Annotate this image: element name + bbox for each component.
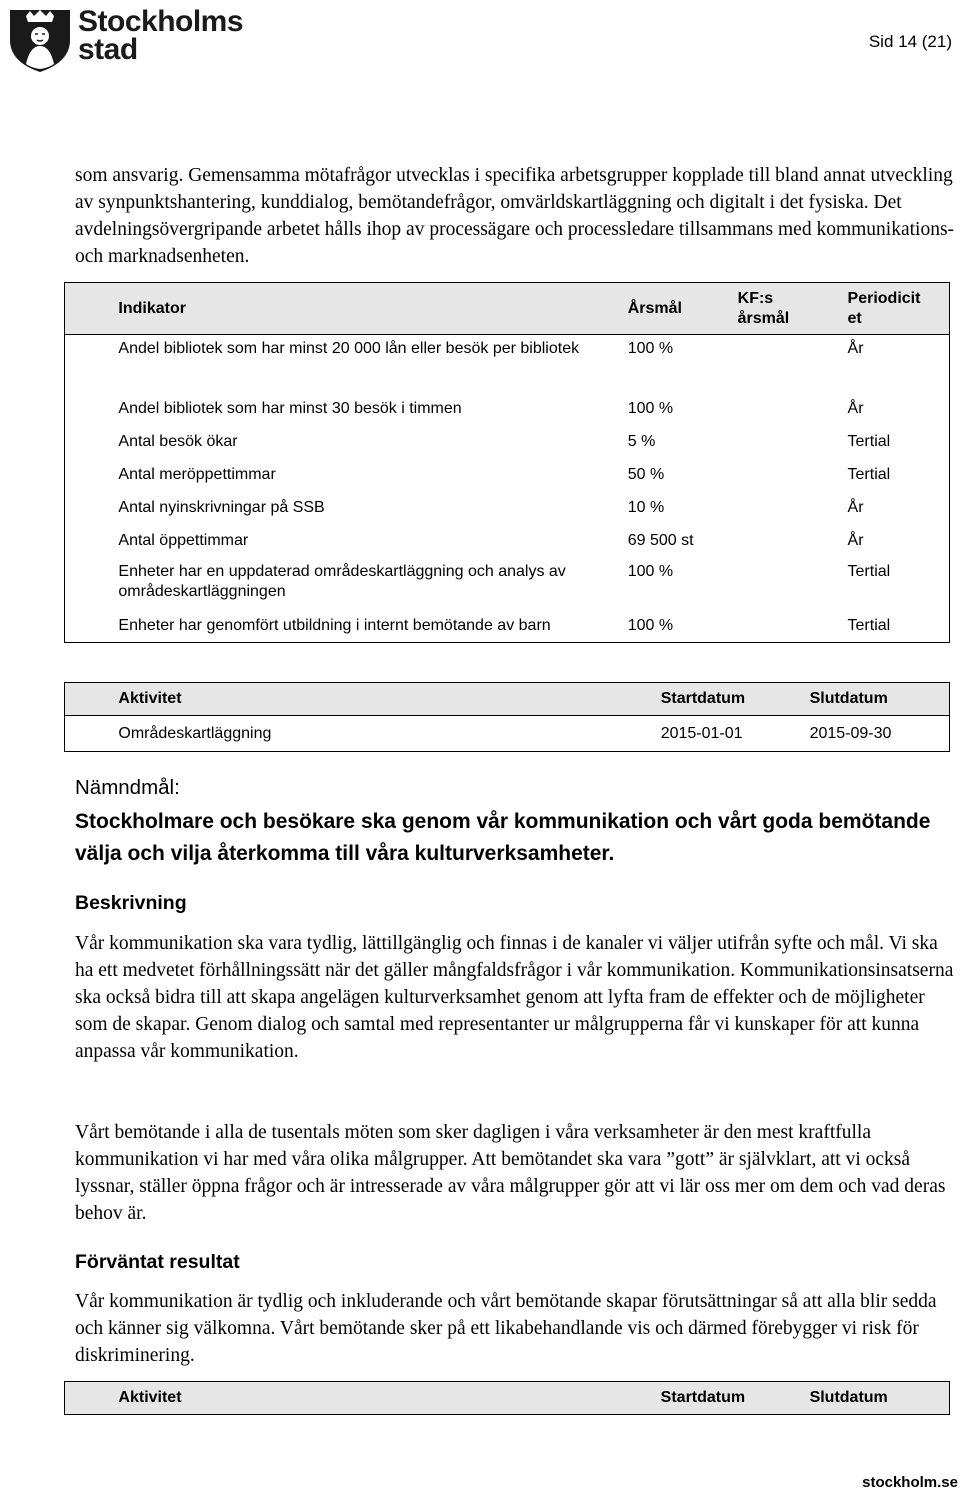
activity-table-2 <box>64 1381 950 1415</box>
header-slutdatum: Slutdatum <box>810 1382 950 1415</box>
page-header <box>0 0 960 80</box>
header-indikator: Indikator <box>118 283 627 335</box>
cell-indikator: Antal nyinskrivningar på SSB <box>118 498 325 516</box>
cell-periodicitet: År <box>847 498 864 516</box>
cell-periodicitet: Tertial <box>847 432 891 450</box>
header-startdatum: Startdatum <box>661 683 810 716</box>
cell-kf <box>738 558 848 610</box>
activity-header-row <box>65 683 950 716</box>
table-row <box>65 335 950 393</box>
header-aktivitet: Aktivitet <box>118 1382 660 1415</box>
table-row <box>65 716 950 752</box>
table-row <box>65 610 950 643</box>
table-row <box>65 459 950 492</box>
cell-kf <box>738 426 848 459</box>
section-heading-beskrivning: Beskrivning <box>75 892 187 914</box>
forvantat-paragraph: Vår kommunikation är tydlig och inkluderande och vårt bemötande skapar förutsättningar så att alla blir sedda och känner sig välkomna. Vårt bemötande sker på ett likabehandlande vis och därmed förebygger vi risk för diskriminering. <box>75 1291 937 1366</box>
beskrivning-paragraph-1: Vår kommunikation ska vara tydlig, lättillgänglig och finnas i de kanaler vi väljer utifrån syfte och mål. Vi ska ha ett medvetet förhållningssätt när det gäller mångfaldsfrågor i vår kommunikation. Kommunikationsinsatserna ska också bidra till att skapa angelägen kulturverksamhet genom att lyfta fram de effekter och de möjligheter som de skapar. Genom dialog och samtal med representanter ur målgrupperna får vi kunskaper för att kunna anpassa vår kommunikation. <box>75 933 954 1062</box>
cell-periodicitet: År <box>847 531 864 549</box>
stockholm-crest-logo <box>4 2 76 74</box>
cell-indikator: Andel bibliotek som har minst 20 000 lån eller besök per bibliotek <box>118 340 580 357</box>
footer-site: stockholm.se <box>862 1474 958 1491</box>
indicator-header-row <box>65 283 950 335</box>
cell-kf <box>738 492 848 525</box>
cell-arsmal: 100 % <box>627 340 674 357</box>
logo-wordmark <box>78 5 244 66</box>
section-heading-forvantat-resultat: Förväntat resultat <box>75 1251 240 1273</box>
cell-arsmal: 69 500 st <box>627 531 694 549</box>
beskrivning-paragraph-2: Vårt bemötande i alla de tusentals möten som sker dagligen i våra verksamheter är den mest kraftfulla kommunikation vi har med våra olika målgrupper. Att bemötandet ska vara ”gott” är självklart, att vi också lyssnar, ställer öppna frågor och är intresserade av våra målgrupper gör att vi lär oss mer om dem och vad deras behov är. <box>75 1122 946 1224</box>
table-row <box>65 393 950 426</box>
cell-kf <box>738 459 848 492</box>
cell-indikator: Antal öppettimmar <box>118 531 249 549</box>
header-per-line-2: et <box>847 309 862 327</box>
table-row <box>65 492 950 525</box>
table-row <box>65 426 950 459</box>
activity-header-row <box>65 1382 950 1415</box>
goal-title: Stockholmare och besökare ska genom vår kommunikation och vårt goda bemötande välja och vilja återkomma till våra kulturverksamheter. <box>75 810 931 865</box>
cell-periodicitet: Tertial <box>847 562 891 580</box>
logo-line-1: Stockholms <box>78 5 244 38</box>
cell-aktivitet: Områdeskartläggning <box>118 724 272 742</box>
cell-arsmal: 100 % <box>627 616 674 634</box>
goal-label: Nämndmål: <box>75 776 180 799</box>
cell-arsmal: 10 % <box>627 498 665 516</box>
header-kf-arsmal <box>738 283 848 335</box>
table-row <box>65 525 950 558</box>
header-per-line-1: Periodicit <box>847 289 921 307</box>
cell-indikator: Andel bibliotek som har minst 30 besök i timmen <box>118 399 462 417</box>
header-aktivitet: Aktivitet <box>118 683 660 716</box>
header-kf-line-1: KF:s <box>737 289 774 307</box>
header-arsmal: Årsmål <box>628 283 738 335</box>
logo-line-2: stad <box>78 33 138 66</box>
cell-periodicitet: År <box>847 399 864 417</box>
cell-indikator: Antal meröppettimmar <box>118 465 276 483</box>
cell-kf <box>738 610 848 643</box>
cell-arsmal: 50 % <box>627 465 665 483</box>
header-slutdatum: Slutdatum <box>810 683 950 716</box>
cell-periodicitet: Tertial <box>847 465 891 483</box>
header-kf-line-2: årsmål <box>737 309 790 327</box>
cell-indikator: Enheter har genomfört utbildning i internt bemötande av barn <box>118 616 551 634</box>
cell-startdatum: 2015-01-01 <box>660 724 743 742</box>
activity-table <box>64 682 950 752</box>
cell-indikator: Antal besök ökar <box>118 432 238 450</box>
cell-periodicitet: Tertial <box>847 616 891 634</box>
cell-kf <box>738 335 848 393</box>
cell-indikator: Enheter har en uppdaterad områdeskartläggning och analys av områdeskartläggningen <box>118 562 566 600</box>
table-row <box>65 558 950 610</box>
header-startdatum: Startdatum <box>661 1382 810 1415</box>
cell-periodicitet: År <box>847 340 864 357</box>
cell-kf <box>738 393 848 426</box>
intro-paragraph: som ansvarig. Gemensamma mötafrågor utvecklas i specifika arbetsgrupper kopplade till bland annat utveckling av synpunktshantering, kunddialog, bemötandefrågor, omvärldskartläggning och digitalt i det fysiska. Det avdelningsövergripande arbetet hålls ihop av processägare och processledare tillsammans med kommunikations- och marknadsenheten. <box>75 165 955 267</box>
cell-kf <box>738 525 848 558</box>
indicator-table <box>64 282 950 643</box>
cell-arsmal: 5 % <box>627 432 656 450</box>
header-periodicitet <box>848 283 950 335</box>
cell-arsmal: 100 % <box>627 562 674 580</box>
page-number: Sid 14 (21) <box>868 32 952 51</box>
cell-arsmal: 100 % <box>627 399 674 417</box>
cell-slutdatum: 2015-09-30 <box>809 724 892 742</box>
